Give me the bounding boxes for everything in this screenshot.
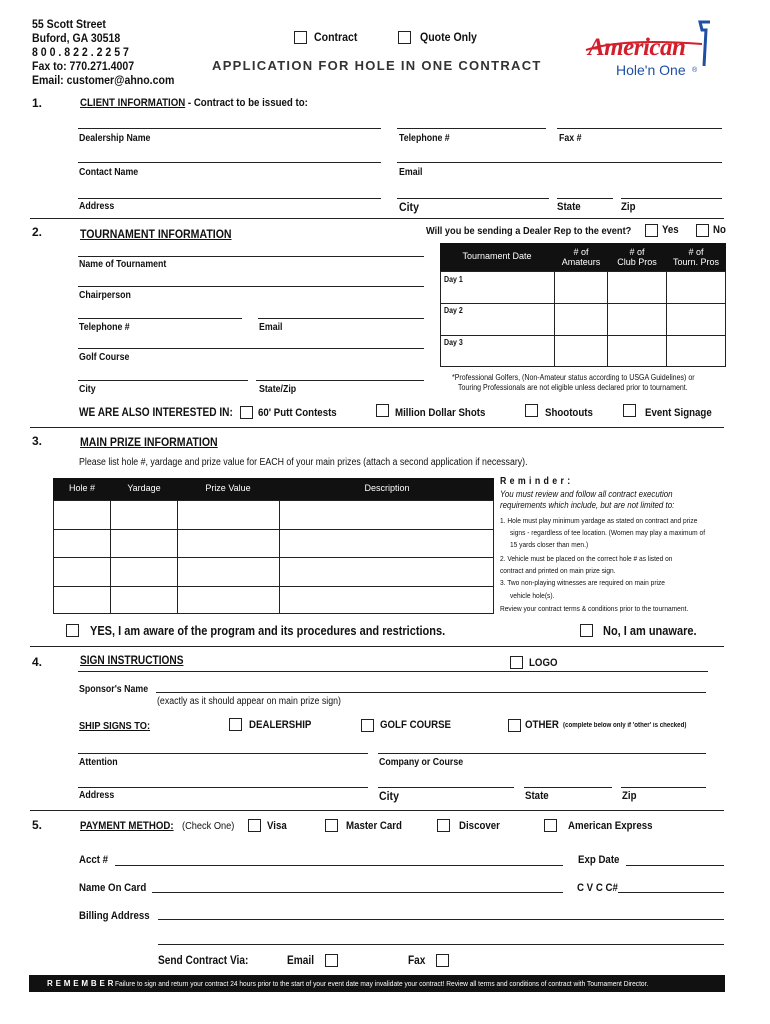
chairperson-label: Chairperson	[79, 290, 131, 301]
event-signage-label: Event Signage	[645, 407, 712, 419]
section3-title: MAIN PRIZE INFORMATION	[80, 435, 218, 449]
million-dollar-label: Million Dollar Shots	[395, 407, 486, 419]
section4-title: SIGN INSTRUCTIONS	[80, 655, 184, 667]
ship-address-line[interactable]	[78, 787, 368, 788]
reminder-item1b: signs - regardless of tee location. (Women may play a maximum of	[510, 528, 706, 537]
tournament-name-label: Name of Tournament	[79, 259, 167, 270]
golf-course-checkbox[interactable]	[361, 719, 374, 732]
dealer-rep-no-checkbox[interactable]	[696, 224, 709, 237]
col-tourn-pros-2: Tourn. Pros	[672, 257, 720, 267]
col-prize-value: Prize Value	[205, 483, 251, 493]
prize-row-divider	[53, 529, 494, 530]
remember-label: R E M E M B E R	[47, 979, 114, 988]
dealership-label: Dealership Name	[79, 133, 151, 144]
prize-col-divider	[110, 500, 111, 614]
reminder-item1c: 15 yards closer than men.)	[510, 540, 589, 549]
quote-only-checkbox[interactable]	[398, 31, 411, 44]
day1-label: Day 1	[444, 275, 463, 284]
email2-line[interactable]	[258, 318, 424, 319]
company-phone: 8 0 0 . 8 2 2 . 2 2 5 7	[32, 45, 129, 59]
cvc-label: C V C C#	[577, 882, 618, 894]
million-dollar-checkbox[interactable]	[376, 404, 389, 417]
section5-divider	[30, 810, 724, 811]
company-address-line1: 55 Scott Street	[32, 17, 106, 31]
shootouts-label: Shootouts	[545, 407, 593, 419]
section1-number: 1.	[32, 96, 43, 110]
discover-label: Discover	[459, 820, 500, 832]
company-address-line2: Buford, GA 30518	[32, 31, 121, 45]
col-description: Description	[364, 483, 410, 493]
reminder-item2b: contract and printed on main prize sign.	[500, 566, 616, 575]
col-tourn-pros-1: # of	[688, 247, 704, 257]
company-line[interactable]	[378, 753, 706, 754]
form-title: APPLICATION FOR HOLE IN ONE CONTRACT	[212, 58, 542, 73]
reminder-sub2: requirements which include, but are not limited to:	[500, 500, 675, 510]
company-fax: Fax to: 770.271.4007	[32, 59, 135, 73]
amex-checkbox[interactable]	[544, 819, 557, 832]
telephone2-label: Telephone #	[79, 322, 130, 333]
contact-label: Contact Name	[79, 167, 139, 178]
section3-number: 3.	[32, 434, 43, 448]
telephone-line[interactable]	[397, 128, 546, 129]
aware-no-checkbox[interactable]	[580, 624, 593, 637]
pro-note-line2: Touring Professionals are not eligible unless declared prior to tournament.	[458, 383, 688, 392]
section3-divider	[30, 427, 724, 428]
table-col-divider	[554, 271, 555, 367]
send-fax-checkbox[interactable]	[436, 954, 449, 967]
ship-city-line[interactable]	[378, 787, 514, 788]
contact-line[interactable]	[78, 162, 381, 163]
other-hint: (complete below only if 'other' is checked)	[563, 722, 687, 729]
sponsor-name-line[interactable]	[156, 692, 706, 693]
section2-divider	[30, 218, 724, 219]
prize-instructions: Please list hole #, yardage and prize value for EACH of your main prizes (attach a second application if necessary).	[79, 457, 528, 468]
cvc-line[interactable]	[618, 892, 724, 893]
reminder-item4: Review your contract terms & conditions prior to the tournament.	[500, 604, 689, 613]
day2-label: Day 2	[444, 306, 463, 315]
city-label: City	[399, 200, 419, 214]
sponsor-hint: (exactly as it should appear on main prize sign)	[157, 696, 341, 707]
billing-address-line[interactable]	[158, 919, 724, 920]
logo-subtitle: Hole'n One	[616, 62, 686, 78]
aware-yes-label: YES, I am aware of the program and its procedures and restrictions.	[90, 624, 446, 638]
event-signage-checkbox[interactable]	[623, 404, 636, 417]
logo-wordmark: American	[588, 34, 686, 61]
attention-label: Attention	[79, 757, 118, 768]
exp-date-label: Exp Date	[578, 854, 620, 866]
table-row-divider	[440, 335, 726, 336]
sign-instructions-line	[78, 671, 708, 672]
email-line[interactable]	[397, 162, 722, 163]
aware-yes-checkbox[interactable]	[66, 624, 79, 637]
section4-number: 4.	[32, 655, 43, 669]
fax-label: Fax #	[559, 133, 582, 144]
acct-line[interactable]	[115, 865, 563, 866]
company-email: Email: customer@ahno.com	[32, 73, 175, 87]
attention-line[interactable]	[78, 753, 368, 754]
tournament-name-line[interactable]	[78, 256, 424, 257]
col-club-pros-1: # of	[629, 247, 645, 257]
section2-number: 2.	[32, 225, 43, 239]
exp-date-line[interactable]	[626, 865, 724, 866]
send-email-label: Email	[287, 955, 315, 967]
dealer-rep-yes-label: Yes	[662, 224, 679, 236]
email2-label: Email	[259, 322, 283, 333]
footer-bar	[29, 975, 725, 992]
company-label: Company or Course	[379, 757, 464, 768]
state-line[interactable]	[557, 198, 613, 199]
billing-address-label: Billing Address	[79, 910, 150, 922]
registered-mark: ®	[692, 67, 698, 74]
city2-line[interactable]	[78, 380, 248, 381]
putt-contests-label: 60' Putt Contests	[258, 407, 337, 419]
aware-no-label: No, I am unaware.	[603, 624, 697, 638]
logo-checkbox[interactable]	[510, 656, 523, 669]
other-checkbox[interactable]	[508, 719, 521, 732]
reminder-item2a: 2. Vehicle must be placed on the correct hole # as listed on	[500, 554, 673, 563]
check-one-label: (Check One)	[182, 820, 235, 832]
address-label: Address	[79, 201, 115, 212]
dealer-rep-yes-checkbox[interactable]	[645, 224, 658, 237]
chairperson-line[interactable]	[78, 286, 424, 287]
section1-subtitle: - Contract to be issued to:	[185, 97, 308, 109]
logo-label: LOGO	[529, 657, 558, 669]
ship-state-label: State	[525, 790, 549, 802]
quote-only-label: Quote Only	[420, 30, 477, 44]
prize-col-divider	[177, 500, 178, 614]
reminder-sub1: You must review and follow all contract execution	[500, 489, 673, 499]
golf-course-ship-label: GOLF COURSE	[380, 719, 451, 731]
col-club-pros-2: Club Pros	[617, 257, 657, 267]
table-col-divider	[666, 271, 667, 367]
american-hole-n-one-logo	[582, 20, 732, 82]
send-email-checkbox[interactable]	[325, 954, 338, 967]
section1-title: CLIENT INFORMATION	[80, 97, 186, 109]
col-hole: Hole #	[68, 483, 95, 493]
acct-label: Acct #	[79, 854, 109, 866]
shootouts-checkbox[interactable]	[525, 404, 538, 417]
table-col-divider	[607, 271, 608, 367]
mastercard-label: Master Card	[346, 820, 402, 832]
city2-label: City	[79, 384, 96, 395]
section1-heading	[80, 97, 308, 109]
dealership-checkbox[interactable]	[229, 718, 242, 731]
statezip-label: State/Zip	[259, 384, 297, 395]
visa-label: Visa	[267, 820, 287, 832]
reminder-item3a: 3. Two non-playing witnesses are required on main prize	[500, 578, 665, 587]
contract-label: Contract	[314, 30, 358, 44]
golf-course-label: Golf Course	[79, 352, 130, 363]
dealership-line[interactable]	[78, 128, 381, 129]
visa-checkbox[interactable]	[248, 819, 261, 832]
send-via-label: Send Contract Via:	[158, 955, 249, 967]
ship-zip-line[interactable]	[621, 787, 706, 788]
reminder-item1a: 1. Hole must play minimum yardage as stated on contract and prize	[500, 516, 698, 525]
sponsor-name-label: Sponsor's Name	[79, 684, 149, 695]
address-line[interactable]	[78, 198, 381, 199]
prize-row-divider	[53, 557, 494, 558]
section2-title: TOURNAMENT INFORMATION	[80, 227, 232, 241]
contract-checkbox[interactable]	[294, 31, 307, 44]
ship-signs-label: SHIP SIGNS TO:	[79, 720, 151, 732]
zip-line[interactable]	[621, 198, 722, 199]
col-yardage: Yardage	[127, 483, 161, 493]
prize-row-divider	[53, 586, 494, 587]
table-row-divider	[440, 303, 726, 304]
reminder-title: R e m i n d e r :	[500, 476, 571, 487]
name-on-card-line[interactable]	[152, 892, 563, 893]
city-line[interactable]	[397, 198, 549, 199]
discover-checkbox[interactable]	[437, 819, 450, 832]
amex-label: American Express	[568, 820, 653, 832]
ship-state-line[interactable]	[524, 787, 612, 788]
dealership-ship-label: DEALERSHIP	[249, 719, 312, 731]
name-on-card-label: Name On Card	[79, 882, 147, 894]
statezip-line[interactable]	[256, 380, 424, 381]
footer-text: Failure to sign and return your contract 24 hours prior to the start of your event date may invalidate your contract! Review all terms and conditions of contract with Tournament Director.	[115, 979, 649, 988]
day3-label: Day 3	[444, 338, 463, 347]
golf-course-line[interactable]	[78, 348, 424, 349]
section5-title: PAYMENT METHOD:	[80, 820, 174, 832]
col-tournament-date: Tournament Date	[462, 251, 532, 261]
email-label: Email	[399, 167, 423, 178]
col-amateurs-2: Amateurs	[561, 257, 601, 267]
interested-label: WE ARE ALSO INTERESTED IN:	[79, 407, 233, 419]
billing-address-line2[interactable]	[158, 944, 724, 945]
putt-contests-checkbox[interactable]	[240, 406, 253, 419]
fax-line[interactable]	[557, 128, 722, 129]
dealer-rep-no-label: No	[713, 224, 726, 236]
telephone-label: Telephone #	[399, 133, 450, 144]
send-fax-label: Fax	[408, 955, 426, 967]
ship-city-label: City	[379, 789, 399, 803]
dealer-rep-question: Will you be sending a Dealer Rep to the event?	[426, 225, 632, 237]
mastercard-checkbox[interactable]	[325, 819, 338, 832]
reminder-item3b: vehicle hole(s).	[510, 591, 555, 600]
section4-divider	[30, 646, 724, 647]
telephone2-line[interactable]	[78, 318, 242, 319]
state-label: State	[557, 201, 581, 213]
zip-label: Zip	[621, 201, 636, 213]
col-amateurs-1: # of	[573, 247, 589, 257]
other-label: OTHER	[525, 719, 559, 731]
section5-number: 5.	[32, 818, 43, 832]
pro-note-line1: *Professional Golfers, (Non-Amateur status according to USGA Guidelines) or	[452, 373, 695, 382]
prize-col-divider	[279, 500, 280, 614]
ship-zip-label: Zip	[622, 790, 637, 802]
ship-address-label: Address	[79, 790, 115, 801]
tournament-date-table	[440, 271, 726, 367]
